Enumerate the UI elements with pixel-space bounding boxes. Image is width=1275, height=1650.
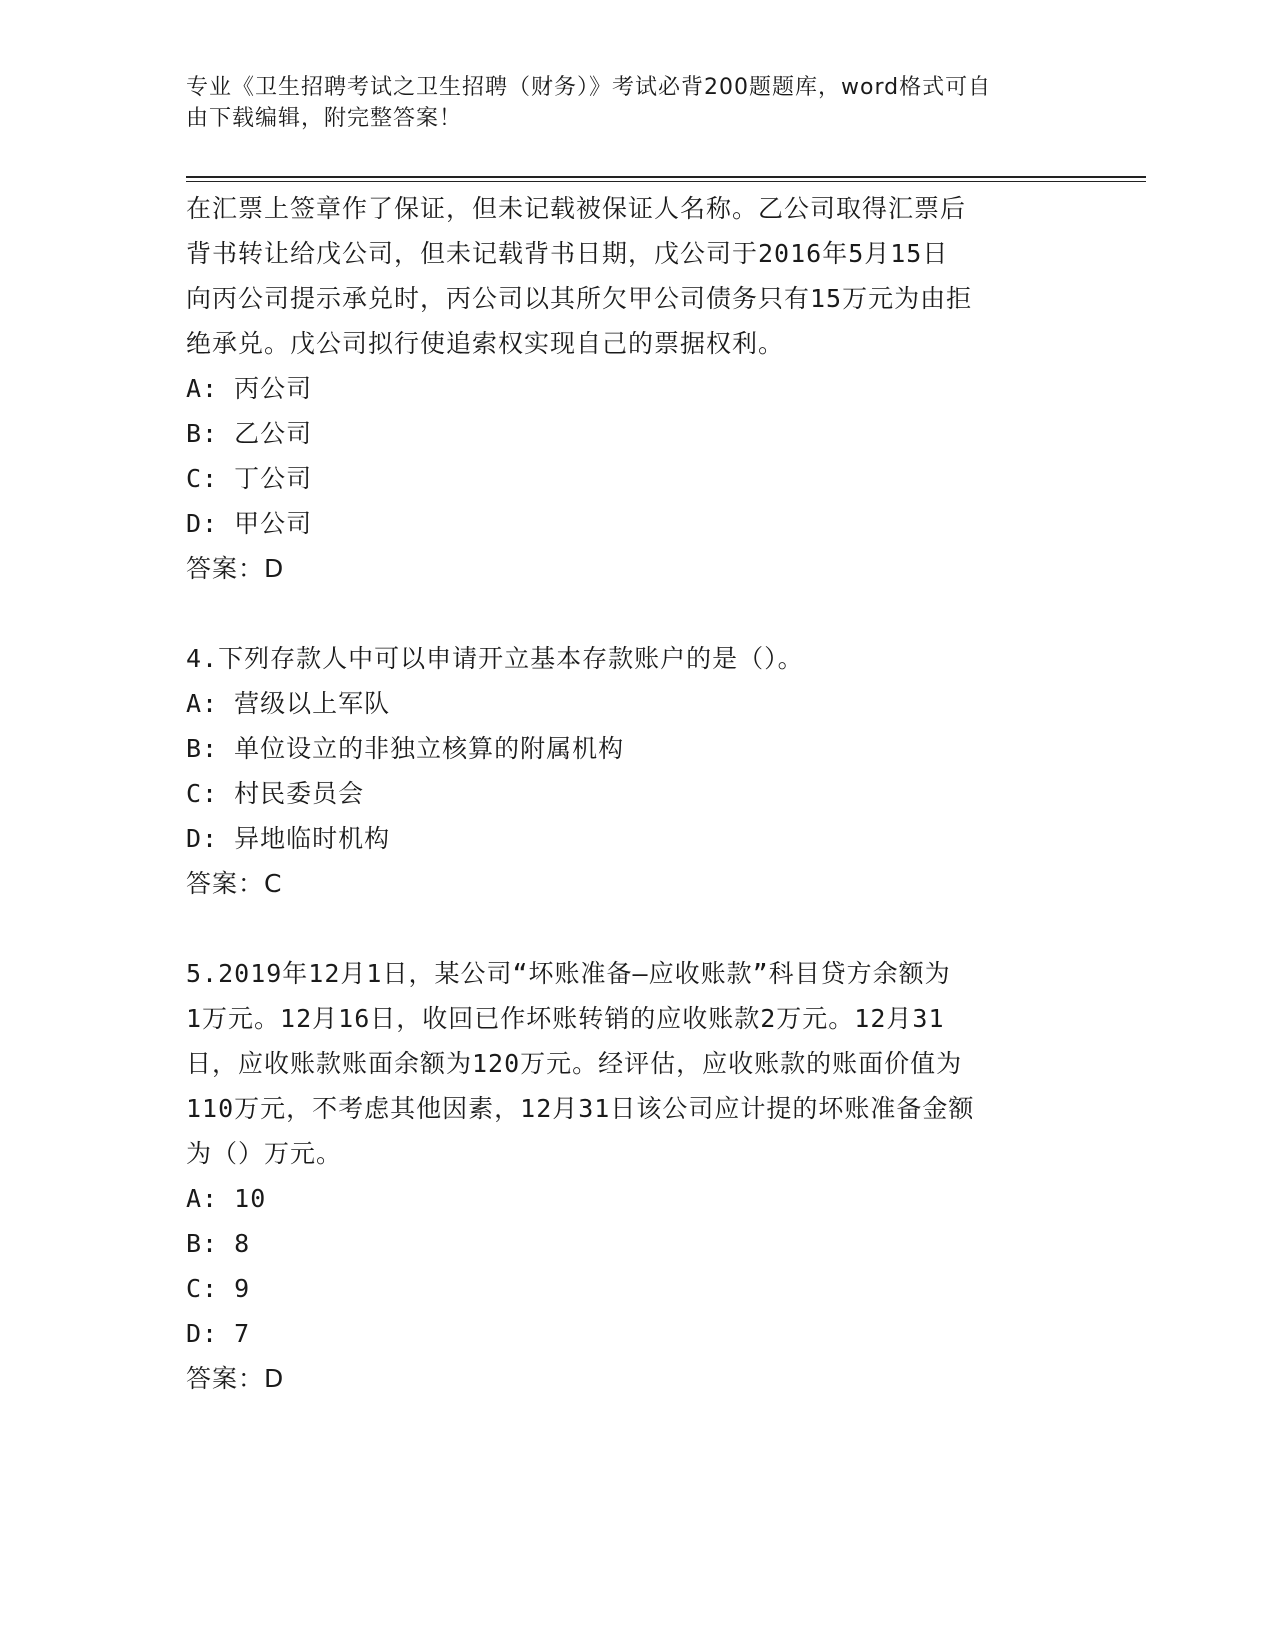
question-3 (186, 186, 1086, 591)
question-5-option-a: A: 10 (186, 1184, 267, 1213)
question-5-line: 1万元。12月16日，收回已作坏账转销的应收账款2万元。12月31 (186, 1004, 945, 1033)
question-5-option-d: D: 7 (186, 1319, 251, 1348)
spacer (186, 591, 1086, 636)
question-4 (186, 636, 1086, 906)
question-3-option-c: C: 丁公司 (186, 464, 313, 493)
question-3-line: 背书转让给戊公司，但未记载背书日期，戊公司于2016年5月15日 (186, 239, 949, 268)
question-3-option-a: A: 丙公司 (186, 374, 313, 403)
header-rule (186, 176, 1146, 182)
document-header (186, 72, 1066, 134)
question-4-answer: 答案：C (186, 869, 283, 898)
header-line-2: 由下载编辑，附完整答案！ (186, 106, 463, 131)
question-3-option-d: D: 甲公司 (186, 509, 313, 538)
question-5-option-c: C: 9 (186, 1274, 251, 1303)
question-3-answer: 答案：D (186, 554, 285, 583)
header-line-1: 专业《卫生招聘考试之卫生招聘（财务）》考试必背200题题库，word格式可自 (186, 75, 992, 100)
question-5-line: 5.2019年12月1日，某公司“坏账准备—应收账款”科目贷方余额为 (186, 959, 951, 988)
question-4-option-b: B: 单位设立的非独立核算的附属机构 (186, 734, 625, 763)
question-3-line: 绝承兑。戊公司拟行使追索权实现自己的票据权利。 (186, 329, 785, 358)
question-4-text: 4.下列存款人中可以申请开立基本存款账户的是（）。 (186, 644, 804, 673)
question-5 (186, 951, 1086, 1401)
question-5-line: 日，应收账款账面余额为120万元。经评估，应收账款的账面价值为 (186, 1049, 963, 1078)
question-4-option-c: C: 村民委员会 (186, 779, 365, 808)
question-3-line: 向丙公司提示承兑时，丙公司以其所欠甲公司债务只有15万元为由拒 (186, 284, 973, 313)
question-5-line: 为（）万元。 (186, 1139, 343, 1168)
question-3-line: 在汇票上签章作了保证，但未记载被保证人名称。乙公司取得汇票后 (186, 194, 967, 223)
question-5-line: 110万元，不考虑其他因素，12月31日该公司应计提的坏账准备金额 (186, 1094, 975, 1123)
question-4-option-d: D: 异地临时机构 (186, 824, 391, 853)
spacer (186, 906, 1086, 951)
question-4-option-a: A: 营级以上军队 (186, 689, 391, 718)
question-3-option-b: B: 乙公司 (186, 419, 313, 448)
question-body (186, 186, 1086, 1401)
question-5-answer: 答案：D (186, 1364, 285, 1393)
question-5-option-b: B: 8 (186, 1229, 251, 1258)
